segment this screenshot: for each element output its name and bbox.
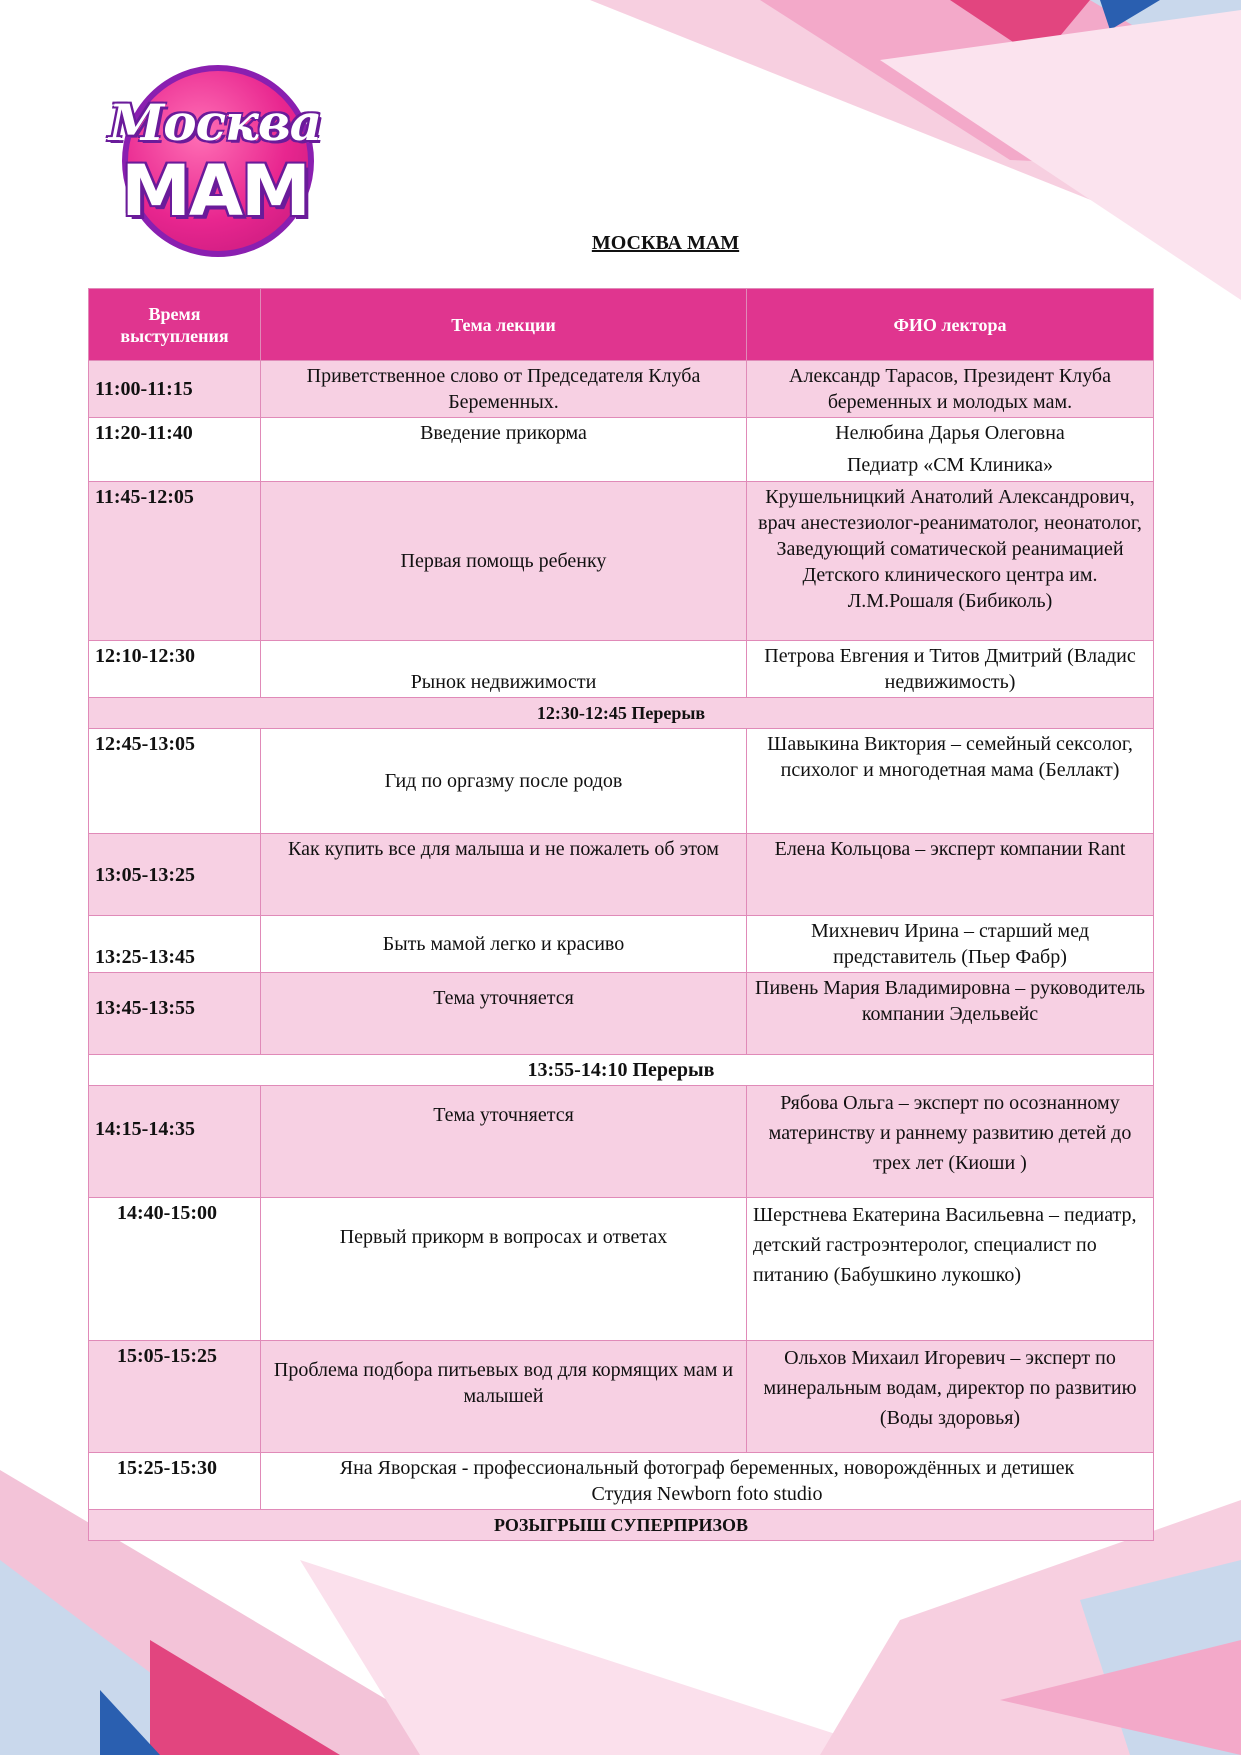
row-lecturer: Пивень Мария Владимировна – руководитель компании Эдельвейс [747, 973, 1154, 1055]
row-topic: Тема уточняется [261, 1086, 747, 1198]
moskva-mam-logo [100, 55, 330, 260]
header-time: Время выступления [89, 289, 261, 361]
studio-name: Студия Newborn foto studio [591, 1483, 823, 1505]
table-row [89, 482, 1154, 641]
header-lecturer: ФИО лектора [747, 289, 1154, 361]
header-topic: Тема лекции [261, 289, 747, 361]
page-title: МОСКВА МАМ [591, 232, 740, 254]
break-label: 13:55-14:10 Перерыв [89, 1055, 1154, 1086]
break-label: 12:30-12:45 Перерыв [89, 698, 1154, 729]
schedule-table [88, 288, 1154, 1541]
row-topic: Быть мамой легко и красиво [261, 916, 747, 973]
row-topic: Рынок недвижимости [261, 641, 747, 698]
table-row [89, 1086, 1154, 1198]
row-time: 14:40-15:00 [89, 1198, 261, 1341]
row-lecturer: Рябова Ольга – эксперт по осознанному материнству и раннему развитию детей до трех лет (Киоши ) [747, 1086, 1154, 1198]
row-topic: Приветственное слово от Председателя Клуба Беременных. [261, 361, 747, 418]
row-lecturer: Михневич Ирина – старший мед представитель (Пьер Фабр) [747, 916, 1154, 973]
row-time: 12:10-12:30 [89, 641, 261, 698]
row-topic: Проблема подбора питьевых вод для кормящих мам и малышей [261, 1341, 747, 1453]
table-row [89, 1341, 1154, 1453]
break-row [89, 1055, 1154, 1086]
row-time: 15:05-15:25 [89, 1341, 261, 1453]
row-lecturer: Крушельницкий Анатолий Александрович, врач анестезиолог-реаниматолог, неонатолог, Заведующий соматической реанимацией Детского клинического центра им. Л.М.Рошаля (Бибиколь) [747, 482, 1154, 641]
row-time: 13:05-13:25 [89, 834, 261, 916]
row-lecturer: Петрова Евгения и Титов Дмитрий (Владис недвижимость) [747, 641, 1154, 698]
footer-row [89, 1510, 1154, 1541]
row-lecturer: Шерстнева Екатерина Васильевна – педиатр, детский гастроэнтеролог, специалист по питанию (Бабушкино лукошко) [747, 1198, 1154, 1341]
photographer-name: Яна Яворская - профессиональный фотограф беременных, новорождённых и детишек [339, 1457, 1075, 1479]
table-row [89, 729, 1154, 834]
row-topic: Гид по оргазму после родов [261, 729, 747, 834]
row-time: 11:20-11:40 [89, 418, 261, 482]
table-row [89, 418, 1154, 482]
row-time: 11:45-12:05 [89, 482, 261, 641]
row-topic [261, 1453, 1154, 1510]
table-row [89, 1198, 1154, 1341]
table-row [89, 834, 1154, 916]
table-row [89, 916, 1154, 973]
row-lecturer: Елена Кольцова – эксперт компании Rant [747, 834, 1154, 916]
row-topic: Первый прикорм в вопросах и ответах [261, 1198, 747, 1341]
row-time: 13:45-13:55 [89, 973, 261, 1055]
lecturer-position: Педиатр «СМ Клиника» [846, 454, 1054, 476]
table-header-row [89, 289, 1154, 361]
row-time: 14:15-14:35 [89, 1086, 261, 1198]
logo-line2: МАМ [121, 150, 309, 232]
row-time: 15:25-15:30 [89, 1453, 261, 1510]
row-topic: Тема уточняется [261, 973, 747, 1055]
logo-line1: Москва [108, 93, 322, 152]
row-time: 11:00-11:15 [89, 361, 261, 418]
table-row [89, 641, 1154, 698]
footer-label: РОЗЫГРЫШ СУПЕРПРИЗОВ [89, 1510, 1154, 1541]
table-row [89, 1453, 1154, 1510]
row-topic: Как купить все для малыша и не пожалеть об этом [261, 834, 747, 916]
lecturer-name: Нелюбина Дарья Олеговна [835, 422, 1065, 444]
table-row [89, 973, 1154, 1055]
row-topic: Первая помощь ребенку [261, 482, 747, 641]
row-time: 12:45-13:05 [89, 729, 261, 834]
row-lecturer: Ольхов Михаил Игоревич – эксперт по минеральным водам, директор по развитию (Воды здоровья) [747, 1341, 1154, 1453]
row-lecturer: Александр Тарасов, Президент Клуба беременных и молодых мам. [747, 361, 1154, 418]
break-row [89, 698, 1154, 729]
row-lecturer [747, 418, 1154, 482]
row-time: 13:25-13:45 [89, 916, 261, 973]
row-topic: Введение прикорма [261, 418, 747, 482]
row-lecturer: Шавыкина Виктория – семейный сексолог, психолог и многодетная мама (Беллакт) [747, 729, 1154, 834]
table-row [89, 361, 1154, 418]
